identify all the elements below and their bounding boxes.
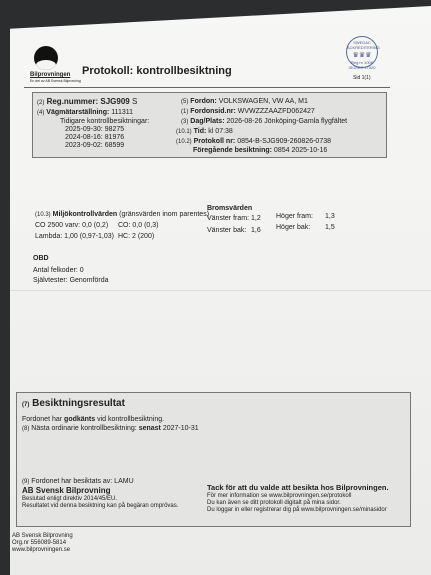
seal-text: SWEDAC ACKREDITERING [347, 40, 380, 50]
history-entry: 2025-09-30: 98275 [65, 126, 125, 133]
inspector-line: (9) Fordonet har besiktats av: LAMU [22, 478, 134, 485]
bilprovningen-logo-icon [34, 46, 58, 70]
env-values-heading: (10.3) Miljökontrollvärden (gränsvärden inom parentes) [35, 211, 210, 218]
date-place-row: (3) Dag/Plats: 2026-08-26 Jönköping-Gamla flygfältet [181, 118, 348, 125]
brake-right-rear-label: Höger bak: [276, 224, 311, 231]
three-crowns-icon: ♛♛♛ [352, 52, 372, 59]
result-approved-line: Fordonet har godkänts vid kontrollbesiktning. [22, 416, 165, 423]
logo-tagline: En del av AB Svensk Bilprovning [30, 79, 81, 83]
header-divider [24, 87, 390, 88]
lambda-value: Lambda: 1,00 (0,97-1,03) [35, 233, 114, 240]
obd-fault-count: Antal felkoder: 0 [33, 267, 84, 274]
hc-value: HC: 2 (200) [118, 233, 155, 240]
history-entry: 2024-08-16: 81976 [65, 134, 125, 141]
page-title: Protokoll: kontrollbesiktning [82, 65, 232, 77]
vehicle-id-row: (1) Fordonsid.nr: WVWZZZAAZFD062427 [181, 108, 315, 115]
seal-sub: Reg nr 1006 ISO/IEC 17020 [348, 60, 376, 70]
history-label: Tidigare kontrollbesiktningar: [60, 118, 150, 125]
next-inspection-line: (8) Nästa ordinarie kontrollbesiktning: senast 2027-10-31 [22, 425, 199, 432]
info-link-protocol: För mer information se www.bilprovningen.se/protokoll [207, 493, 352, 499]
vehicle-model-row: (5) Fordon: VOLKSWAGEN, VW AA, M1 [181, 98, 308, 105]
directive-text: Beslutad enligt direktiv 2014/45/EU. [22, 496, 118, 502]
page-number: Sid 1(1) [353, 75, 371, 81]
logo-name: Bilprovningen [30, 72, 71, 78]
appeal-text: Resultatet vid denna besiktning kan på begäran omprövas. [22, 503, 179, 509]
info-digital-protocol: Du kan även se ditt protokoll digitalt på mina sidor. [207, 500, 341, 506]
brake-right-front-label: Höger fram: [276, 213, 313, 220]
brakes-heading: Bromsvärden [207, 205, 253, 212]
brake-left-front-value: 1,2 [251, 215, 261, 222]
swedac-seal-icon [346, 36, 378, 68]
odometer-row: (4) Vägmätarställning: 111311 [37, 109, 134, 116]
brake-left-front-label: Vänster fram: [207, 215, 250, 222]
time-row: (10.1) Tid: kl 07:38 [176, 128, 233, 135]
brake-left-rear-value: 1,6 [251, 227, 261, 234]
footer-org-number: Org.nr 556089-5814 [12, 540, 67, 546]
co2500-value: CO 2500 varv: 0,0 (0,2) [35, 222, 109, 229]
history-entry: 2023-09-02: 68599 [65, 142, 125, 149]
protocol-number-row: (10.2) Protokoll nr: 0854-B-SJG909-260826-0738 [176, 138, 332, 145]
paper-fold-line [10, 290, 431, 291]
info-link-minasidor: Du loggar in eller registrerar dig på www.bilprovningen.se/minasidor [207, 507, 387, 513]
obd-self-tests: Självtester: Genomförda [33, 277, 109, 284]
brake-right-rear-value: 1,5 [325, 224, 335, 231]
reg-number-row: (2) Reg.nummer: SJG909 S [37, 97, 138, 106]
brake-right-front-value: 1,3 [325, 213, 335, 220]
footer-website: www.bilprovningen.se [12, 547, 71, 553]
company-name: AB Svensk Bilprovning [22, 486, 111, 495]
obd-heading: OBD [33, 255, 49, 262]
co-value: CO: 0,0 (0,3) [118, 222, 159, 229]
brake-left-rear-label: Vänster bak: [207, 227, 247, 234]
thank-you-text: Tack för att du valde att besikta hos Bilprovningen. [207, 483, 389, 492]
result-heading: (7) Besiktningsresultat [22, 398, 125, 409]
previous-inspection-row: Föregående besiktning: 0854 2025-10-16 [193, 147, 328, 154]
footer-company: AB Svensk Bilprovning [12, 533, 73, 539]
